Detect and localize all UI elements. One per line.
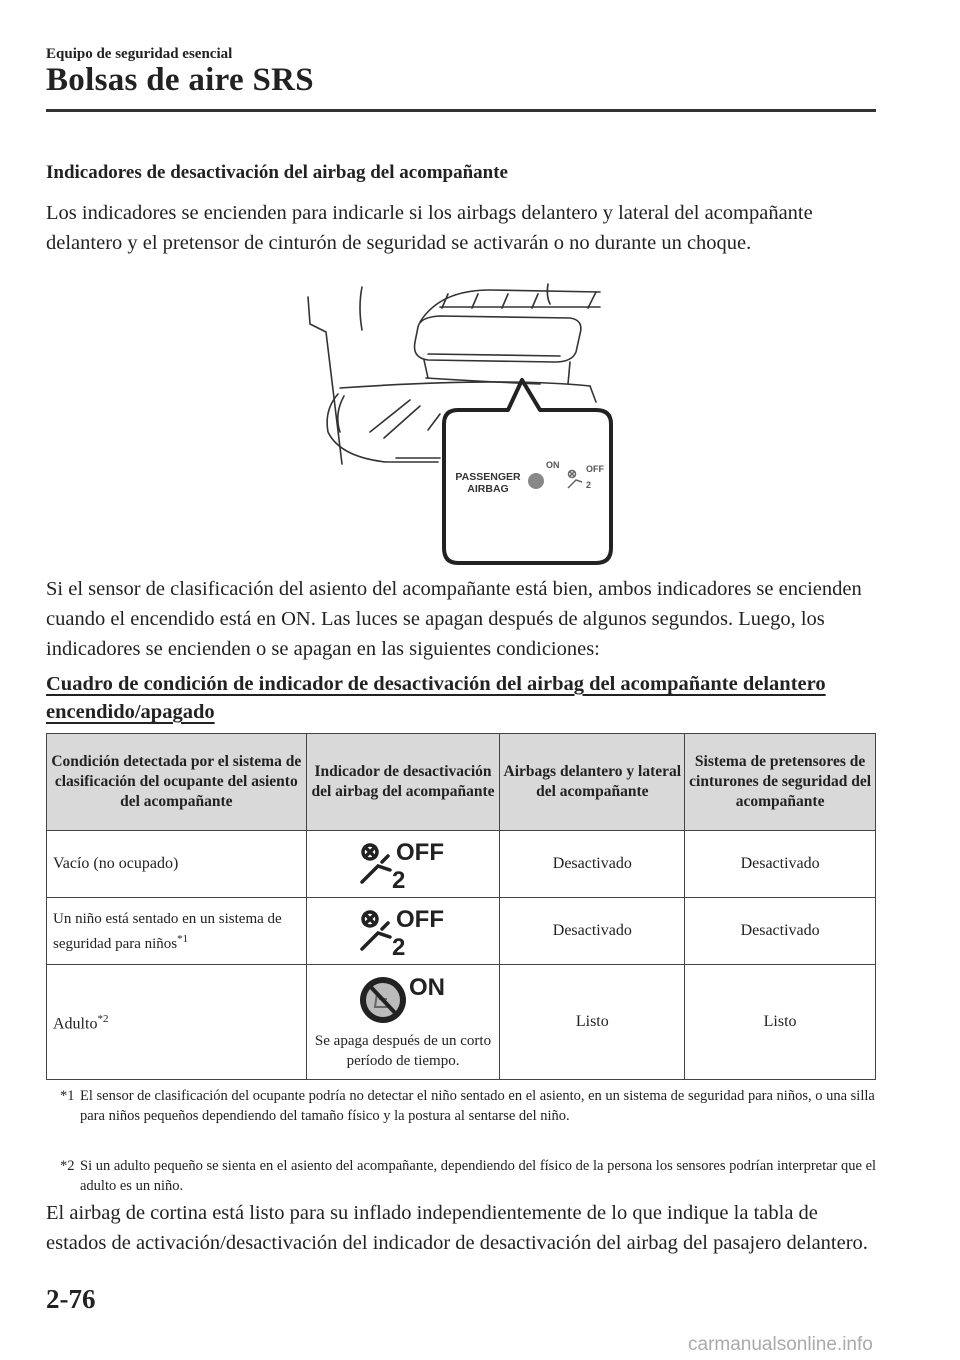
cell-indicator [306, 898, 500, 965]
figure-label-passenger: PASSENGER [455, 471, 521, 483]
header-pretensioner: Sistema de pretensores de cinturones de seguridad del acompañante [685, 734, 876, 831]
figure-off-text: OFF [586, 464, 604, 474]
page-number: 2-76 [46, 1284, 96, 1314]
off-text: OFF [396, 906, 444, 933]
condition-table [46, 733, 876, 1080]
indicator-note: Se apaga después de un corto período de tiempo. [314, 1033, 492, 1069]
footnote-ref: *2 [97, 1013, 109, 1026]
page-title: Bolsas de aire SRS [46, 62, 314, 98]
airbag-off-icon [348, 905, 458, 957]
cell-condition: Adulto$^{*2}$ [47, 965, 307, 1080]
footnote-2: *2 Si un adulto pequeño se sienta en el asiento del acompañante, dependiendo del físico de la persona los sensores podrían interpretar que el adulto es un niño. [60, 1158, 877, 1194]
intro-paragraph: Los indicadores se encienden para indicarle si los airbags delantero y lateral del acompañante delantero y el pretensor de cinturón de seguridad se activarán o no durante un choque. [46, 202, 813, 254]
table-title: Cuadro de condición de indicador de desactivación del airbag del acompañante delantero encendido/apagado [46, 673, 826, 723]
footnote-mark: *2 [60, 1158, 75, 1174]
table-row [47, 965, 876, 1080]
cell-indicator [306, 831, 500, 898]
cell-airbags: Listo [500, 965, 685, 1080]
header-condition: Condición detectada por el sistema de clasificación del ocupante del asiento del acompañante [47, 734, 307, 831]
cell-pretensioner: Desactivado [685, 831, 876, 898]
header-airbags: Airbags delantero y lateral del acompañante [500, 734, 685, 831]
airbag-on-icon [353, 973, 453, 1025]
condition-paragraph: Si el sensor de clasificación del asiento del acompañante está bien, ambos indicadores se encienden cuando el encendido está en ON. Las luces se apagan después de algunos segundos. Luego, los indicadores se encienden o se apagan en las siguientes condiciones: [46, 578, 862, 660]
cell-indicator [306, 965, 500, 1080]
table-row [47, 831, 876, 898]
table-header-row [47, 734, 876, 831]
dashboard-figure [300, 282, 620, 567]
footnote-mark: *1 [60, 1088, 75, 1104]
cell-airbags: Desactivado [500, 831, 685, 898]
watermark: carmanualsonline.info [688, 1334, 873, 1355]
airbag-off-icon [348, 838, 458, 890]
cell-pretensioner: Listo [685, 965, 876, 1080]
cell-pretensioner: Desactivado [685, 898, 876, 965]
title-rule [46, 109, 876, 112]
off-number: 2 [392, 867, 406, 890]
closing-paragraph: El airbag de cortina está listo para su inflado independientemente de lo que indique la tabla de estados de activación/desactivación del indicador de desactivación del airbag del pasajero delantero. [46, 1202, 868, 1254]
cell-condition: Un niño está sentado en un sistema de seguridad para niños$^{*1}$ [47, 898, 307, 965]
table-row [47, 898, 876, 965]
cell-condition: Vacío (no ocupado) [47, 831, 307, 898]
subheading: Indicadores de desactivación del airbag del acompañante [46, 162, 508, 183]
off-number: 2 [392, 934, 406, 957]
on-text: ON [409, 974, 445, 1001]
section-label: Equipo de seguridad esencial [46, 46, 233, 62]
figure-on-text: ON [546, 460, 560, 470]
footnote-1: *1 El sensor de clasificación del ocupante podría no detectar el niño sentado en el asiento, en un sistema de seguridad para niños, o una silla para niños pequeños dependiendo del tamaño físico y la postura al sentarse del niño. [60, 1088, 875, 1124]
header-indicator: Indicador de desactivación del airbag del acompañante [306, 734, 500, 831]
figure-off-number: 2 [586, 480, 592, 490]
figure-label-airbag: AIRBAG [467, 483, 509, 495]
off-text: OFF [396, 839, 444, 866]
on-indicator-icon [528, 473, 544, 489]
footnote-ref: *1 [177, 932, 189, 945]
cell-airbags: Desactivado [500, 898, 685, 965]
